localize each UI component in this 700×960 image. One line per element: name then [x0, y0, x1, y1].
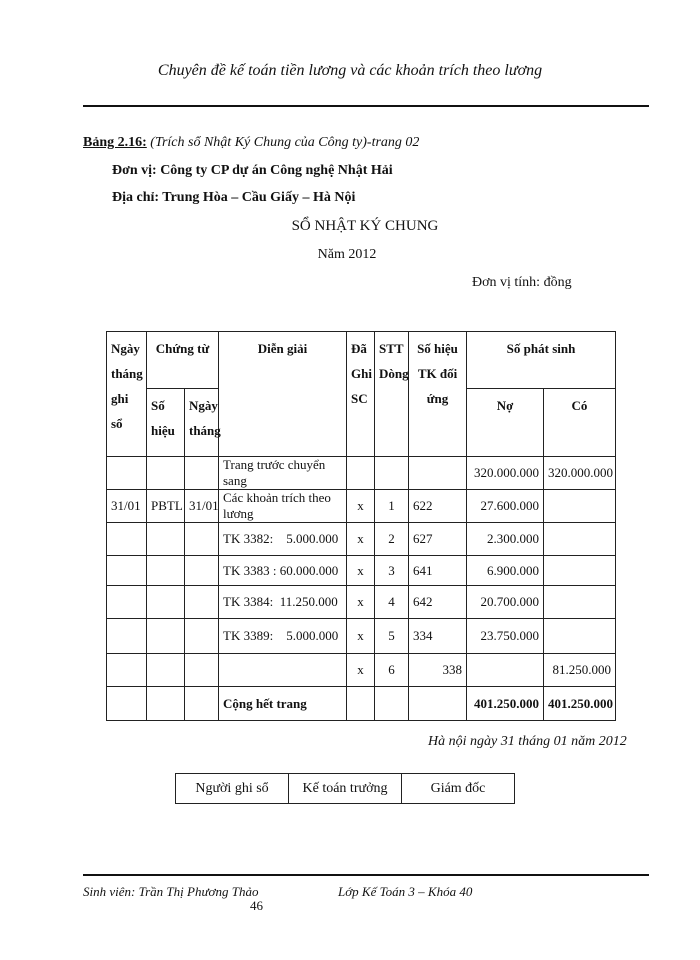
- row-voucher-no: [147, 556, 185, 586]
- table-row: [107, 556, 616, 586]
- row-credit: 81.250.000: [544, 654, 616, 687]
- caption-label: Bảng 2.16:: [83, 135, 147, 150]
- table-row: [107, 619, 616, 654]
- signature-table: [175, 773, 515, 804]
- row-date: [107, 586, 147, 619]
- row-credit: [544, 523, 616, 556]
- row-voucher-date: [185, 556, 219, 586]
- header-rule: [83, 105, 649, 107]
- row-voucher-date: [185, 457, 219, 490]
- row-account: 642: [409, 586, 467, 619]
- total-empty-cell: [107, 687, 147, 721]
- row-description: [219, 654, 347, 687]
- row-line-no: 3: [375, 556, 409, 586]
- header-credit: Có: [544, 389, 616, 457]
- row-posted: x: [347, 586, 375, 619]
- row-description: TK 3384: 11.250.000: [219, 586, 347, 619]
- signature-bookkeeper: Người ghi sổ: [176, 774, 289, 804]
- footer-student: Sinh viên: Trần Thị Phương Thảo: [83, 884, 259, 899]
- company-name: Đơn vị: Công ty CP dự án Công nghệ Nhật Hải: [112, 163, 393, 178]
- total-credit: 401.250.000: [544, 687, 616, 721]
- table-caption: [83, 135, 419, 151]
- row-date: [107, 654, 147, 687]
- row-voucher-no: [147, 586, 185, 619]
- row-date: [107, 556, 147, 586]
- row-account: 338: [409, 654, 467, 687]
- total-empty-cell: [409, 687, 467, 721]
- row-account: 641: [409, 556, 467, 586]
- table-row: [107, 523, 616, 556]
- row-posted: x: [347, 556, 375, 586]
- row-line-no: 4: [375, 586, 409, 619]
- row-debit: 20.700.000: [467, 586, 544, 619]
- row-account: 627: [409, 523, 467, 556]
- row-debit: 2.300.000: [467, 523, 544, 556]
- row-voucher-no: PBTL: [147, 490, 185, 523]
- header-amount: Số phát sinh: [467, 332, 616, 389]
- row-line-no: 6: [375, 654, 409, 687]
- company-address: Địa chỉ: Trung Hòa – Cầu Giấy – Hà Nội: [112, 190, 356, 205]
- row-line-no: 2: [375, 523, 409, 556]
- row-credit: [544, 490, 616, 523]
- row-posted: x: [347, 523, 375, 556]
- row-account: 622: [409, 490, 467, 523]
- row-debit: 320.000.000: [467, 457, 544, 490]
- signature-chief-accountant: Kế toán trưởng: [289, 774, 402, 804]
- currency-unit: Đơn vị tính: đồng: [472, 275, 572, 290]
- row-description: TK 3389: 5.000.000: [219, 619, 347, 654]
- row-voucher-no: [147, 654, 185, 687]
- total-label: Cộng hết trang: [219, 687, 347, 721]
- table-row: [107, 457, 616, 490]
- footer-rule: [83, 874, 649, 876]
- table-row: [107, 586, 616, 619]
- header-voucher-no: Số hiệu: [147, 389, 185, 457]
- row-credit: [544, 586, 616, 619]
- journal-table: [106, 331, 616, 721]
- document-title: SỔ NHẬT KÝ CHUNG: [291, 218, 439, 234]
- header-posted: Đã Ghi SC: [347, 332, 375, 457]
- row-posted: x: [347, 619, 375, 654]
- row-description: Trang trước chuyển sang: [219, 457, 347, 490]
- total-empty-cell: [185, 687, 219, 721]
- header-voucher: Chứng từ: [147, 332, 219, 389]
- row-credit: [544, 619, 616, 654]
- row-date: [107, 619, 147, 654]
- row-voucher-date: [185, 619, 219, 654]
- row-account: [409, 457, 467, 490]
- total-debit: 401.250.000: [467, 687, 544, 721]
- signature-director: Giám đốc: [402, 774, 515, 804]
- caption-text: (Trích sổ Nhật Ký Chung của Công ty)-trang 02: [146, 135, 420, 150]
- row-posted: x: [347, 490, 375, 523]
- row-account: 334: [409, 619, 467, 654]
- row-credit: [544, 556, 616, 586]
- signature-date: Hà nội ngày 31 tháng 01 năm 2012: [428, 734, 627, 749]
- row-voucher-date: [185, 586, 219, 619]
- row-voucher-no: [147, 457, 185, 490]
- table-row: [107, 654, 616, 687]
- total-empty-cell: [147, 687, 185, 721]
- row-voucher-date: 31/01: [185, 490, 219, 523]
- row-credit: 320.000.000: [544, 457, 616, 490]
- row-debit: 6.900.000: [467, 556, 544, 586]
- row-voucher-no: [147, 523, 185, 556]
- row-date: 31/01: [107, 490, 147, 523]
- header-debit: Nợ: [467, 389, 544, 457]
- row-date: [107, 523, 147, 556]
- header-account: Số hiệu TK đối ứng: [409, 332, 467, 457]
- row-line-no: [375, 457, 409, 490]
- total-row: [107, 687, 616, 721]
- row-voucher-date: [185, 523, 219, 556]
- page-header-title: Chuyên đề kế toán tiền lương và các khoản trích theo lương: [157, 62, 543, 79]
- footer-class: Lớp Kế Toán 3 – Khóa 40: [338, 884, 473, 899]
- row-description: TK 3383 : 60.000.000: [219, 556, 347, 586]
- page-number: 46: [250, 898, 263, 913]
- table-row: [107, 490, 616, 523]
- row-line-no: 5: [375, 619, 409, 654]
- row-date: [107, 457, 147, 490]
- row-posted: x: [347, 654, 375, 687]
- row-debit: [467, 654, 544, 687]
- row-posted: [347, 457, 375, 490]
- header-description: Diễn giải: [219, 332, 347, 457]
- document-year: Năm 2012: [317, 247, 377, 262]
- total-empty-cell: [347, 687, 375, 721]
- row-description: Các khoản trích theo lương: [219, 490, 347, 523]
- header-voucher-date: Ngày tháng: [185, 389, 219, 457]
- row-voucher-no: [147, 619, 185, 654]
- row-line-no: 1: [375, 490, 409, 523]
- total-empty-cell: [375, 687, 409, 721]
- header-line-no: STT Dòng: [375, 332, 409, 457]
- row-debit: 27.600.000: [467, 490, 544, 523]
- header-date: Ngày tháng ghi sổ: [107, 332, 147, 457]
- row-voucher-date: [185, 654, 219, 687]
- row-debit: 23.750.000: [467, 619, 544, 654]
- row-description: TK 3382: 5.000.000: [219, 523, 347, 556]
